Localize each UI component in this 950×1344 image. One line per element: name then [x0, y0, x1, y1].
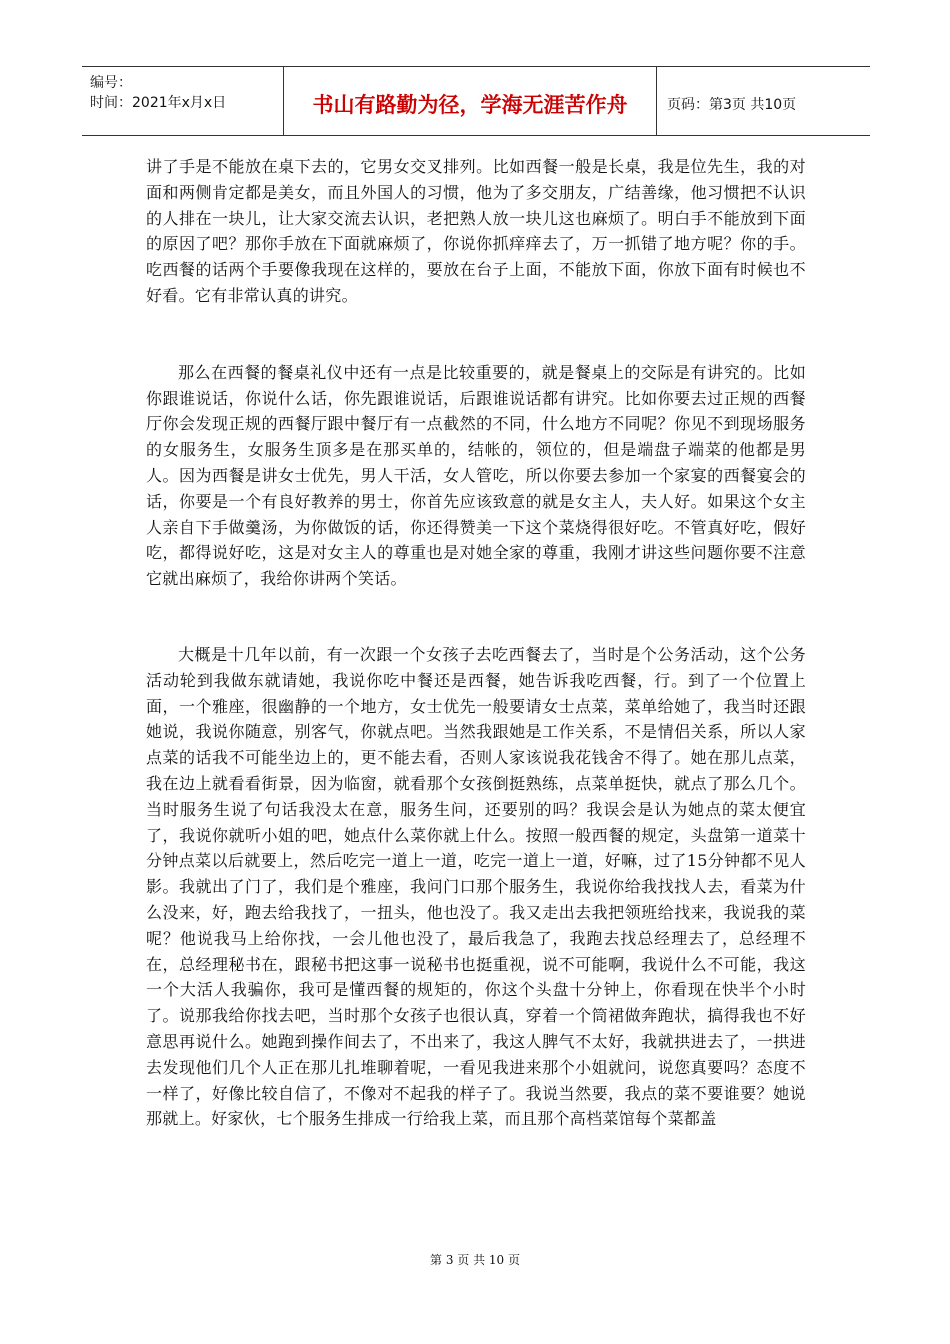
page-info: 页码：第3页 共10页 [667, 97, 797, 113]
header-motto-cell [284, 67, 657, 135]
paragraph-2: 那么在西餐的餐桌礼仪中还有一点是比较重要的，就是餐桌上的交际是有讲究的。比如你跟谁说话，你说什么话，你先跟谁说话，后跟谁说话都有讲究。比如你要去过正规的西餐厅你会发现正规的西餐厅跟中餐厅有一点截然的不同，什么地方不同呢？你见不到现场服务的女服务生，女服务生顶多是在那买单的，结帐的，领位的，但是端盘子端菜的他都是男人。因为西餐是讲女士优先，男人干活，女人管吃，所以你要去参加一个家宴的西餐宴会的话，你要是一个有良好教养的男士，你首先应该致意的就是女主人，夫人好。如果这个女主人亲自下手做羹汤，为你做饭的话，你还得赞美一下这个菜烧得很好吃。不管真好吃，假好吃，都得说好吃，这是对女主人的尊重也是对她全家的尊重，我刚才讲这些问题你要不注意它就出麻烦了，我给你讲两个笑话。 [146, 362, 806, 589]
paragraph-3: 大概是十几年以前，有一次跟一个女孩子去吃西餐去了，当时是个公务活动，这个公务活动轮到我做东就请她，我说你吃中餐还是西餐，她告诉我吃西餐，行。到了一个位置上面，一个雅座，很幽静的一个地方，女士优先一般要请女士点菜，菜单给她了，我当时还跟她说，我说你随意，别客气，你就点吧。当然我跟她是工作关系，不是情侣关系，所以人家点菜的话我不可能坐边上的，更不能去看，否则人家该说我花钱舍不得了。她在那儿点菜，我在边上就看看街景，因为临窗，就看那个女孩倒挺熟练，点菜单挺快，就点了那么几个。当时服务生说了句话我没太在意，服务生问，还要别的吗？我误会是认为她点的菜太便宜了，我说你就听小姐的吧，她点什么菜你就上什么。按照一般西餐的规定，头盘第一道菜十分钟点菜以后就要上，然后吃完一道上一道，吃完一道上一道，好嘛，过了15分钟都不见人影。我就出了门了，我们是个雅座，我问门口那个服务生，我说你给我找找人去，看菜为什么没来，好，跑去给我找了，一扭头，他也没了。我又走出去我把领班给找来，我说我的菜呢？他说我马上给你找，一会儿他也没了，最后我急了，我跑去找总经理去了，总经理不在，总经理秘书在，跟秘书把这事一说秘书也挺重视，说不可能啊，我说什么不可能，我这一个大活人我骗你，我可是懂西餐的规矩的，你这个头盘十分钟上，你看现在快半个小时了。说那我给你找去吧，当时那个女孩子也很认真，穿着一个筒裙做奔跑状，搞得我也不好意思再说什么。她跑到操作间去了，不出来了，我这人脾气不太好，我就拱进去了，一拱进去发现他们几个人正在那儿扎堆聊着呢，一看见我进来那个小姐就问，说您真要吗？态度不一样了，好像比较自信了，不像对不起我的样子了。我说当然要，我点的菜不要谁要？她说那就上。好家伙，七个服务生排成一行给我上菜，而且那个高档菜馆每个菜都盖 [146, 644, 806, 1129]
document-body [146, 154, 806, 1132]
number-label: 编号： [90, 75, 132, 91]
header-meta-cell [82, 67, 284, 135]
document-header [82, 66, 870, 136]
header-page-cell [657, 67, 870, 135]
paragraph-gap [146, 592, 806, 642]
page-footer [0, 1251, 950, 1268]
footer-page-number: 第 3 页 共 10 页 [430, 1253, 520, 1267]
paragraph-gap [146, 309, 806, 360]
paragraph-1: 讲了手是不能放在桌下去的，它男女交叉排列。比如西餐一般是长桌，我是位先生，我的对面和两侧肯定都是美女，而且外国人的习惯，他为了多交朋友，广结善缘，他习惯把不认识的人排在一块儿，让大家交流去认识，老把熟人放一块儿这也麻烦了。明白手不能放到下面的原因了吧？那你手放在下面就麻烦了，你说你抓痒痒去了，万一抓错了地方呢？你的手。吃西餐的话两个手要像我现在这样的，要放在台子上面，不能放下面，你放下面有时候也不好看。它有非常认真的讲究。 [146, 157, 806, 305]
motto-text: 书山有路勤为径，学海无涯苦作舟 [312, 93, 628, 117]
time-label: 时间：2021年x月x日 [90, 95, 227, 111]
